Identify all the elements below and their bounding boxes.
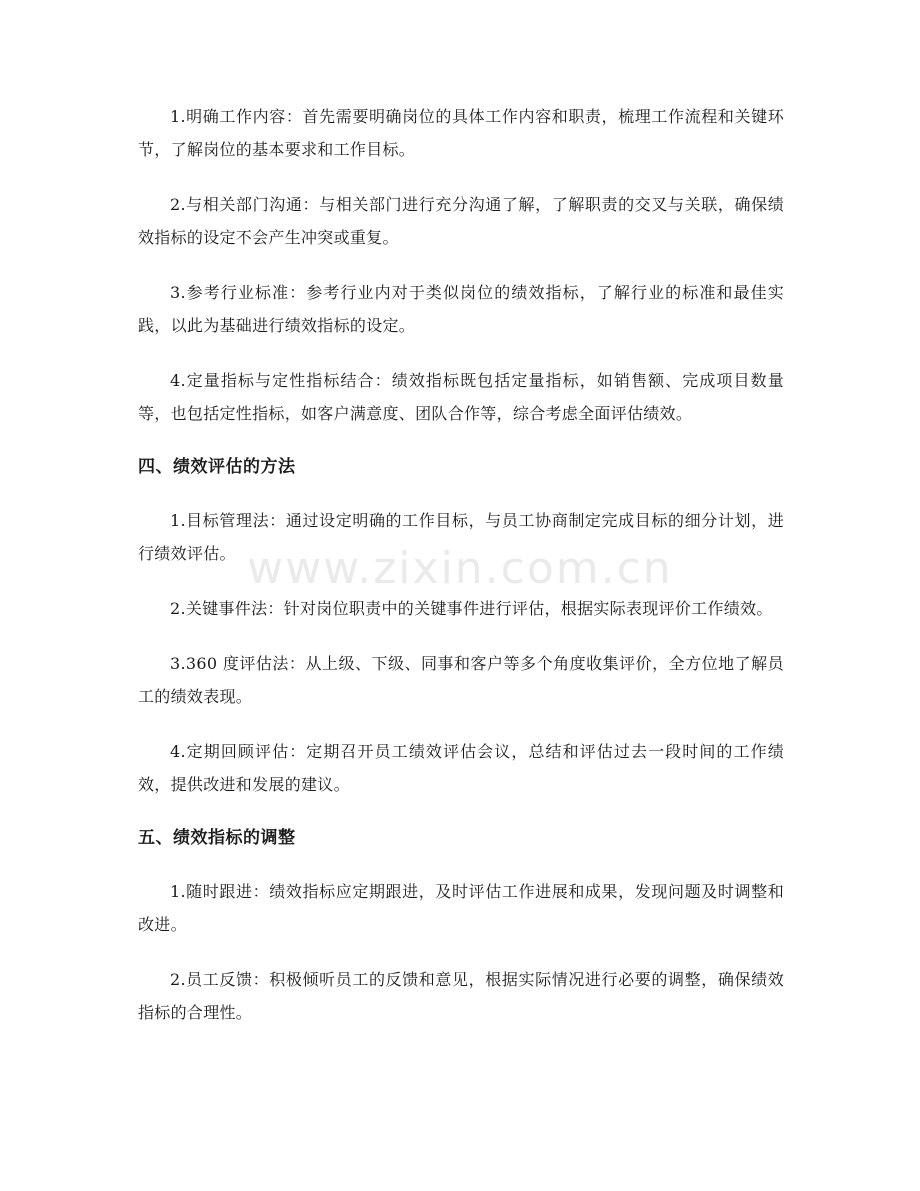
paragraph-employee-feedback: 2.员工反馈：积极倾听员工的反馈和意见，根据实际情况进行必要的调整，确保绩效指标的合理性。: [138, 970, 784, 1022]
paragraph-360-degree: 3.360 度评估法：从上级、下级、同事和客户等多个角度收集评价，全方位地了解员工的绩效表现。: [138, 654, 784, 706]
document-body: [138, 100, 784, 1051]
paragraph-mbo: 1.目标管理法：通过设定明确的工作目标，与员工协商制定完成目标的细分计划，进行绩效评估。: [138, 511, 784, 563]
paragraph-define-work-content: 1.明确工作内容：首先需要明确岗位的具体工作内容和职责，梳理工作流程和关键环节，了解岗位的基本要求和工作目标。: [138, 107, 784, 159]
paragraph-critical-incident: 2.关键事件法：针对岗位职责中的关键事件进行评估，根据实际表现评价工作绩效。: [170, 599, 773, 618]
paragraph-communicate-departments: 2.与相关部门沟通：与相关部门进行充分沟通了解，了解职责的交叉与关联，确保绩效指标的设定不会产生冲突或重复。: [138, 195, 784, 247]
section-heading-indicator-adjustment: 五、绩效指标的调整: [138, 828, 296, 848]
paragraph-follow-up: 1.随时跟进：绩效指标应定期跟进，及时评估工作进展和成果，发现问题及时调整和改进。: [138, 882, 784, 934]
section-heading-evaluation-methods: 四、绩效评估的方法: [138, 457, 296, 477]
paragraph-industry-standards: 3.参考行业标准：参考行业内对于类似岗位的绩效指标，了解行业的标准和最佳实践，以此为基础进行绩效指标的设定。: [138, 283, 784, 335]
paragraph-quant-qual-indicators: 4.定量指标与定性指标结合：绩效指标既包括定量指标，如销售额、完成项目数量等，也包括定性指标，如客户满意度、团队合作等，综合考虑全面评估绩效。: [138, 371, 784, 423]
watermark: www.zixin.com.cn: [247, 543, 673, 594]
paragraph-periodic-review: 4.定期回顾评估：定期召开员工绩效评估会议，总结和评估过去一段时间的工作绩效，提供改进和发展的建议。: [138, 742, 784, 794]
